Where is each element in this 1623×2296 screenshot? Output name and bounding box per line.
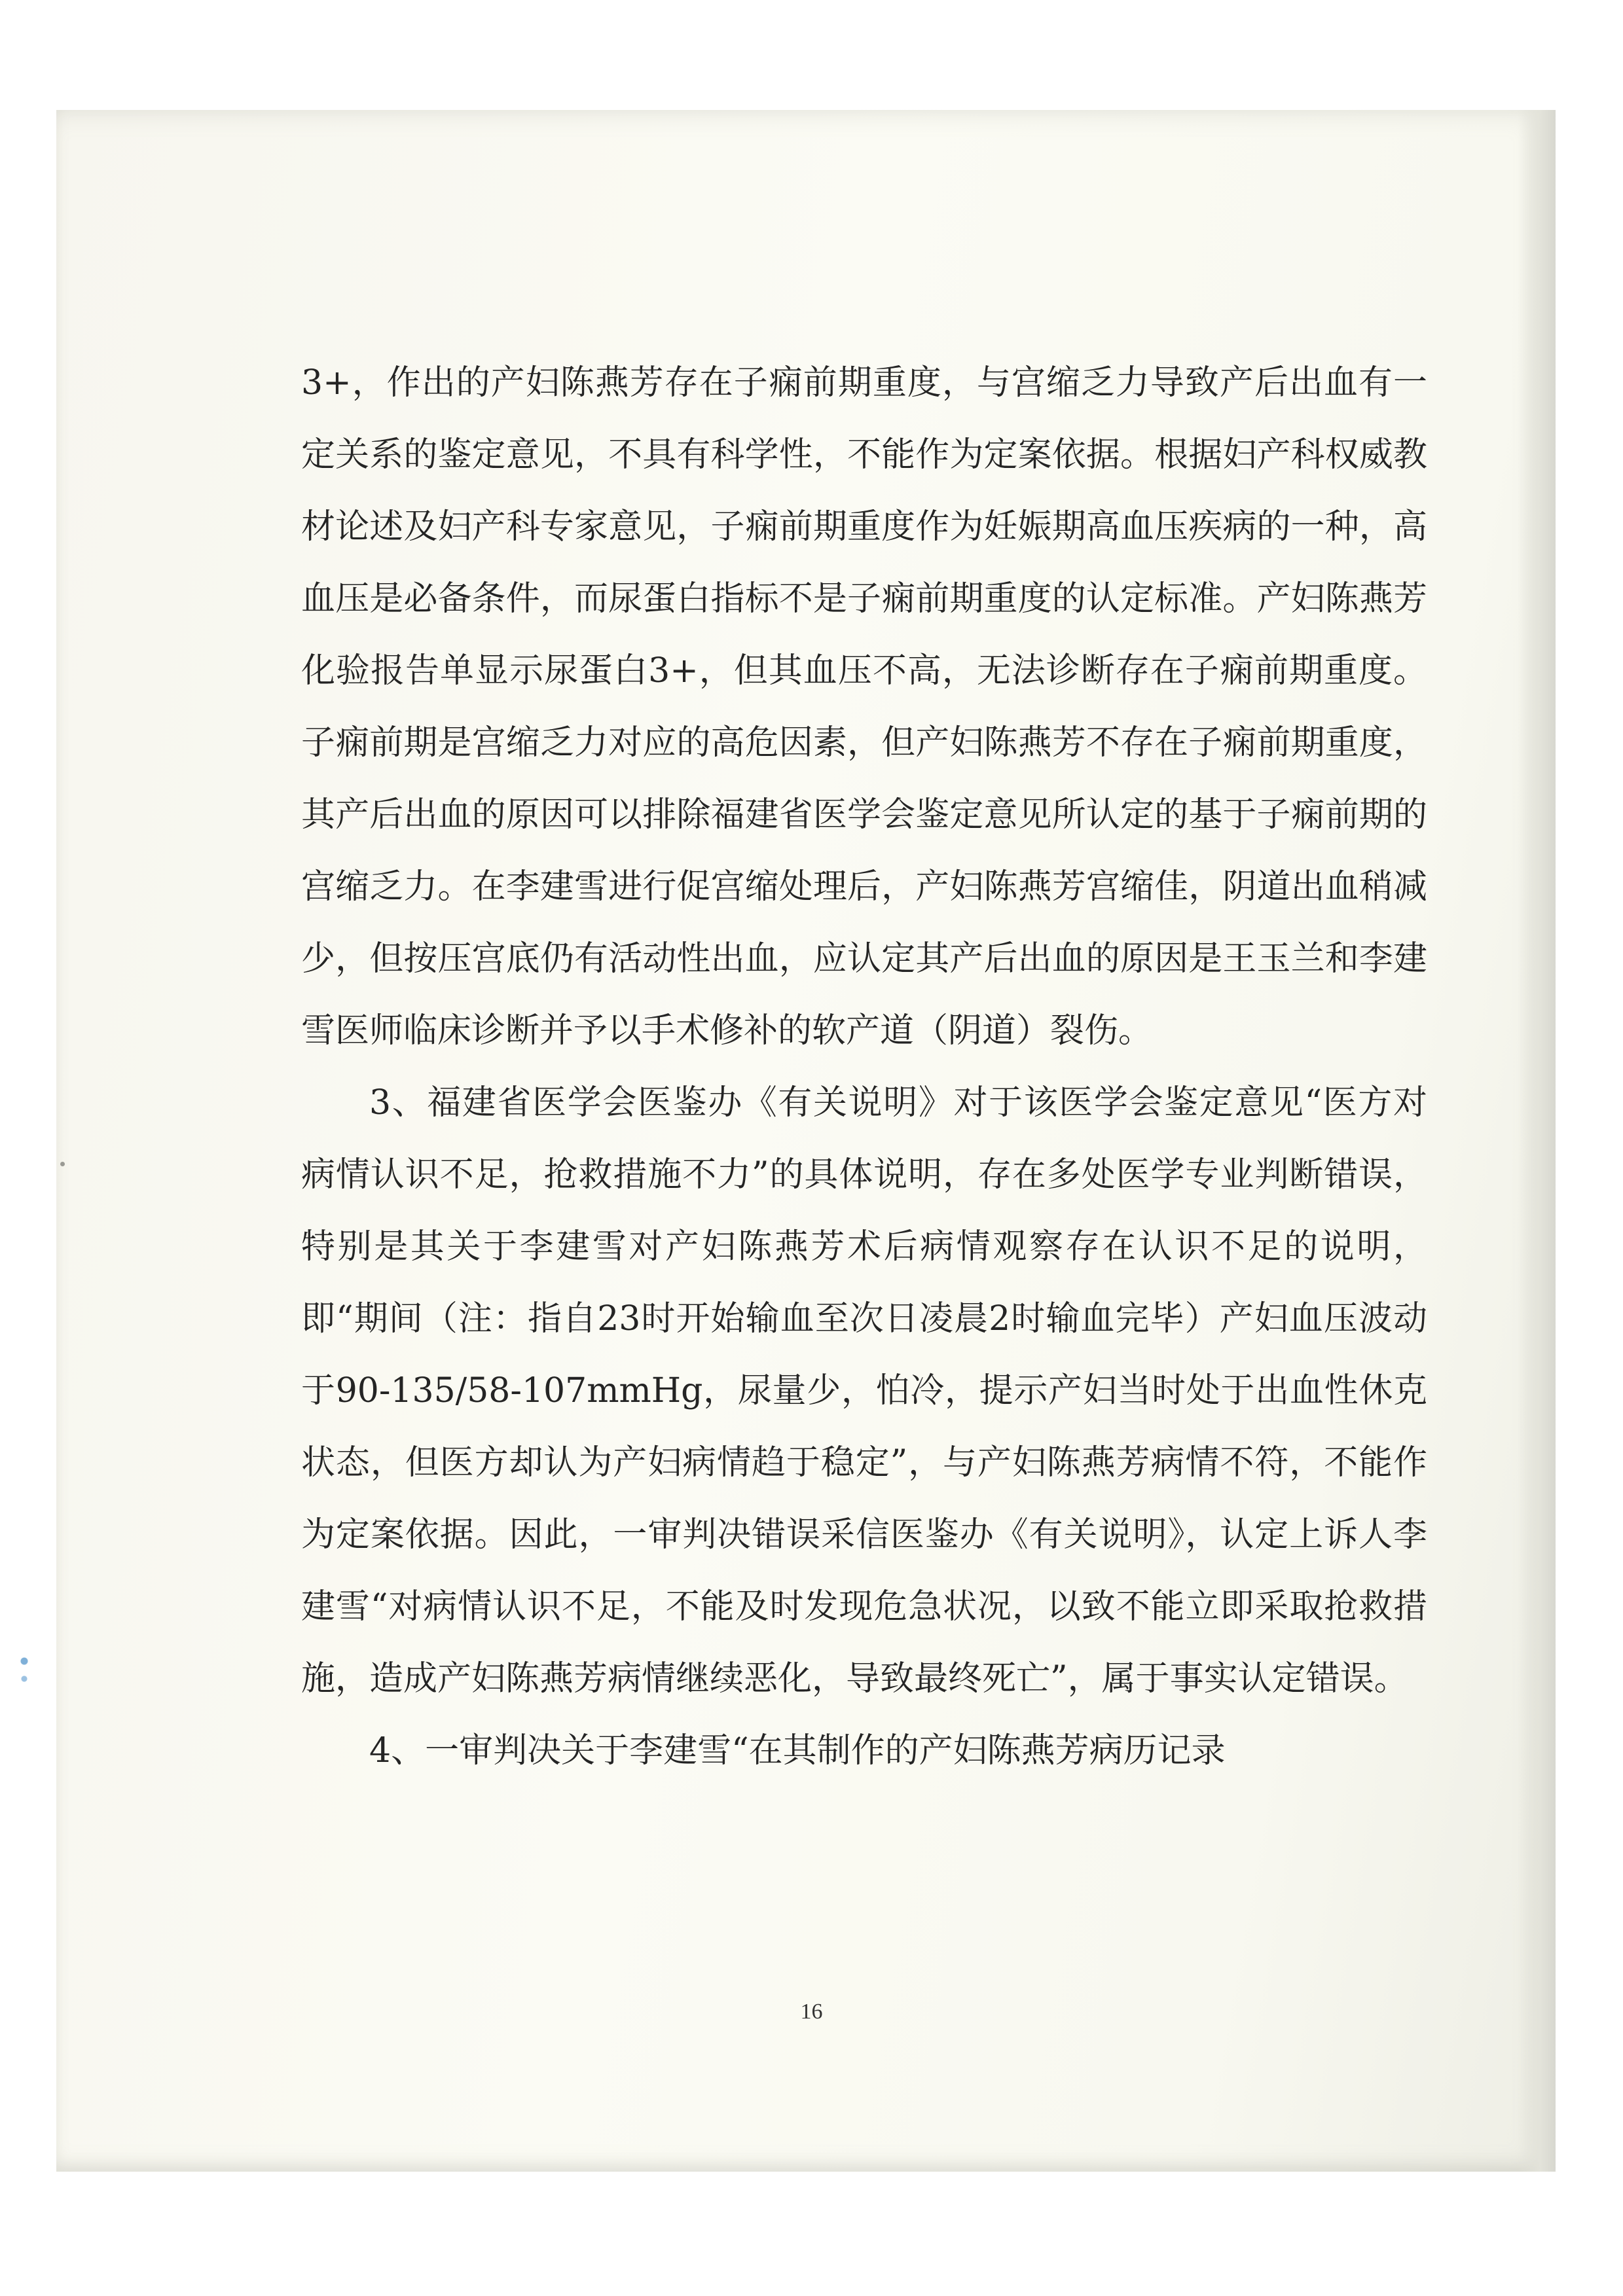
margin-dot	[60, 1162, 65, 1166]
binding-marks	[20, 1649, 29, 1689]
paragraph-continuation: 3+，作出的产妇陈燕芳存在子痫前期重度，与宫缩乏力导致产后出血有一定关系的鉴定意见，不具有科学性，不能作为定案依据。根据妇产科权威教材论述及妇产科专家意见，子痫前期重度作为妊娠期高血压疾病的一种，高血压是必备条件，而尿蛋白指标不是子痫前期重度的认定标准。产妇陈燕芳化验报告单显示尿蛋白3+，但其血压不高，无法诊断存在子痫前期重度。子痫前期是宫缩乏力对应的高危因素，但产妇陈燕芳不存在子痫前期重度，其产后出血的原因可以排除福建省医学会鉴定意见所认定的基于子痫前期的宫缩乏力。在李建雪进行促宫缩处理后，产妇陈燕芳宫缩佳，阴道出血稍减少，但按压宫底仍有活动性出血，应认定其产后出血的原因是王玉兰和李建雪医师临床诊断并予以手术修补的软产道（阴道）裂伤。	[301, 363, 1427, 1050]
paragraph-item-3: 3、福建省医学会医鉴办《有关说明》对于该医学会鉴定意见“医方对病情认识不足，抢救措施不力”的具体说明，存在多处医学专业判断错误，特别是其关于李建雪对产妇陈燕芳术后病情观察存在认识不足的说明，即“期间（注：指自23时开始输血至次日凌晨2时输血完毕）产妇血压波动于90-135/58-107mmHg，尿量少，怕冷，提示产妇当时处于出血性休克状态，但医方却认为产妇病情趋于稳定”，与产妇陈燕芳病情不符，不能作为定案依据。因此，一审判决错误采信医鉴办《有关说明》，认定上诉人李建雪“对病情认识不足，不能及时发现危急状况，以致不能立即采取抢救措施，造成产妇陈燕芳病情继续恶化，导致最终死亡”，属于事实认定错误。	[301, 1083, 1427, 1698]
page-number: 16	[800, 2000, 823, 2024]
page-edge-shadow	[1518, 110, 1556, 2172]
document-body	[301, 347, 1427, 1787]
paragraph-item-4: 4、一审判决关于李建雪“在其制作的产妇陈燕芳病历记录	[369, 1731, 1226, 1770]
